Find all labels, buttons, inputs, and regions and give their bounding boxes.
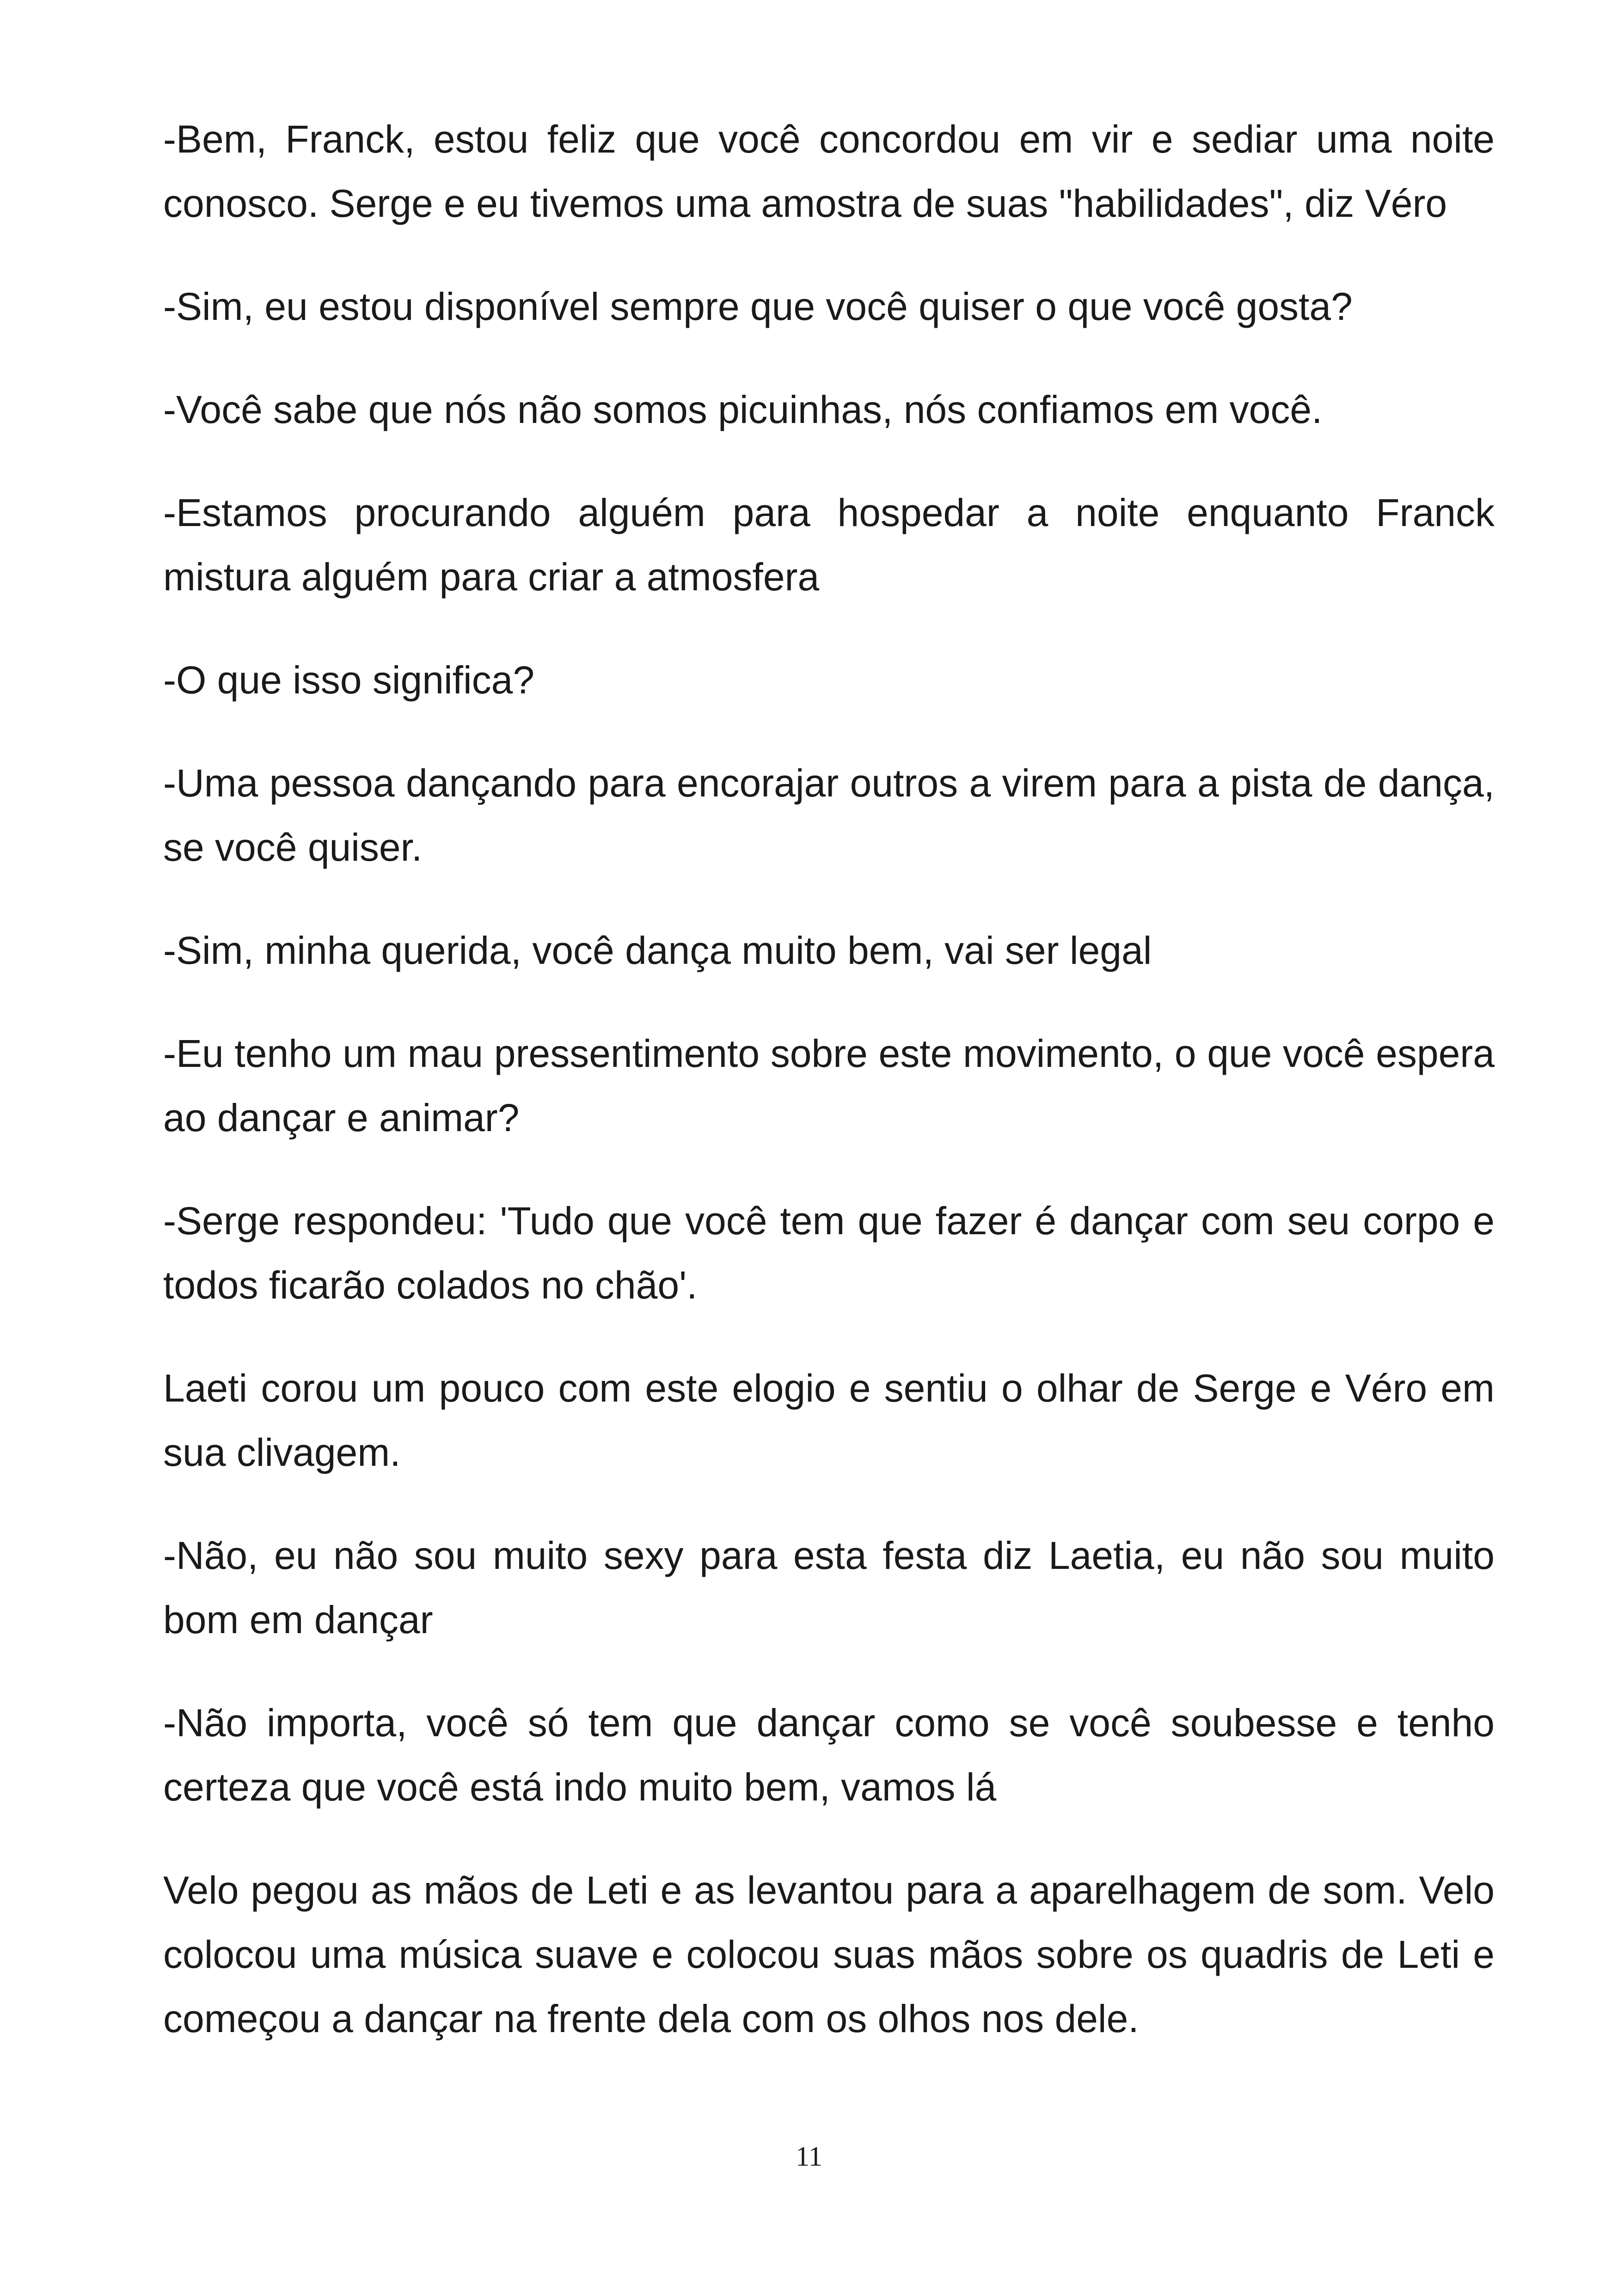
- paragraph-1: -Bem, Franck, estou feliz que você concordou em vir e sediar uma noite conosco. Serge e eu tivemos uma amostra de suas "habilidades", diz Véro: [163, 117, 1495, 225]
- paragraph-8: -Eu tenho um mau pressentimento sobre este movimento, o que você espera ao dançar e animar?: [163, 1032, 1495, 1139]
- paragraph-4: -Estamos procurando alguém para hospedar a noite enquanto Franck mistura alguém para criar a atmosfera: [163, 491, 1495, 599]
- paragraph-12: -Não importa, você só tem que dançar como se você soubesse e tenho certeza que você está indo muito bem, vamos lá: [163, 1701, 1495, 1809]
- paragraph-5: -O que isso significa?: [163, 658, 535, 702]
- paragraph-9: -Serge respondeu: 'Tudo que você tem que fazer é dançar com seu corpo e todos ficarão colados no chão'.: [163, 1199, 1495, 1307]
- paragraph-6: -Uma pessoa dançando para encorajar outros a virem para a pista de dança, se você quiser.: [163, 761, 1495, 869]
- paragraph-10: Laeti corou um pouco com este elogio e sentiu o olhar de Serge e Véro em sua clivagem.: [163, 1366, 1495, 1474]
- paragraph-13: Velo pegou as mãos de Leti e as levantou para a aparelhagem de som. Velo colocou uma música suave e colocou suas mãos sobre os quadris de Leti e começou a dançar na frente dela com os olhos nos dele.: [163, 1868, 1495, 2040]
- paragraph-2: -Sim, eu estou disponível sempre que você quiser o que você gosta?: [163, 285, 1353, 328]
- paragraph-3: -Você sabe que nós não somos picuinhas, nós confiamos em você.: [163, 388, 1323, 431]
- body-text: [163, 107, 1495, 2090]
- paragraph-11: -Não, eu não sou muito sexy para esta festa diz Laetia, eu não sou muito bom em dançar: [163, 1534, 1495, 1641]
- page-number: 11: [796, 2141, 822, 2172]
- paragraph-7: -Sim, minha querida, você dança muito bem, vai ser legal: [163, 929, 1152, 972]
